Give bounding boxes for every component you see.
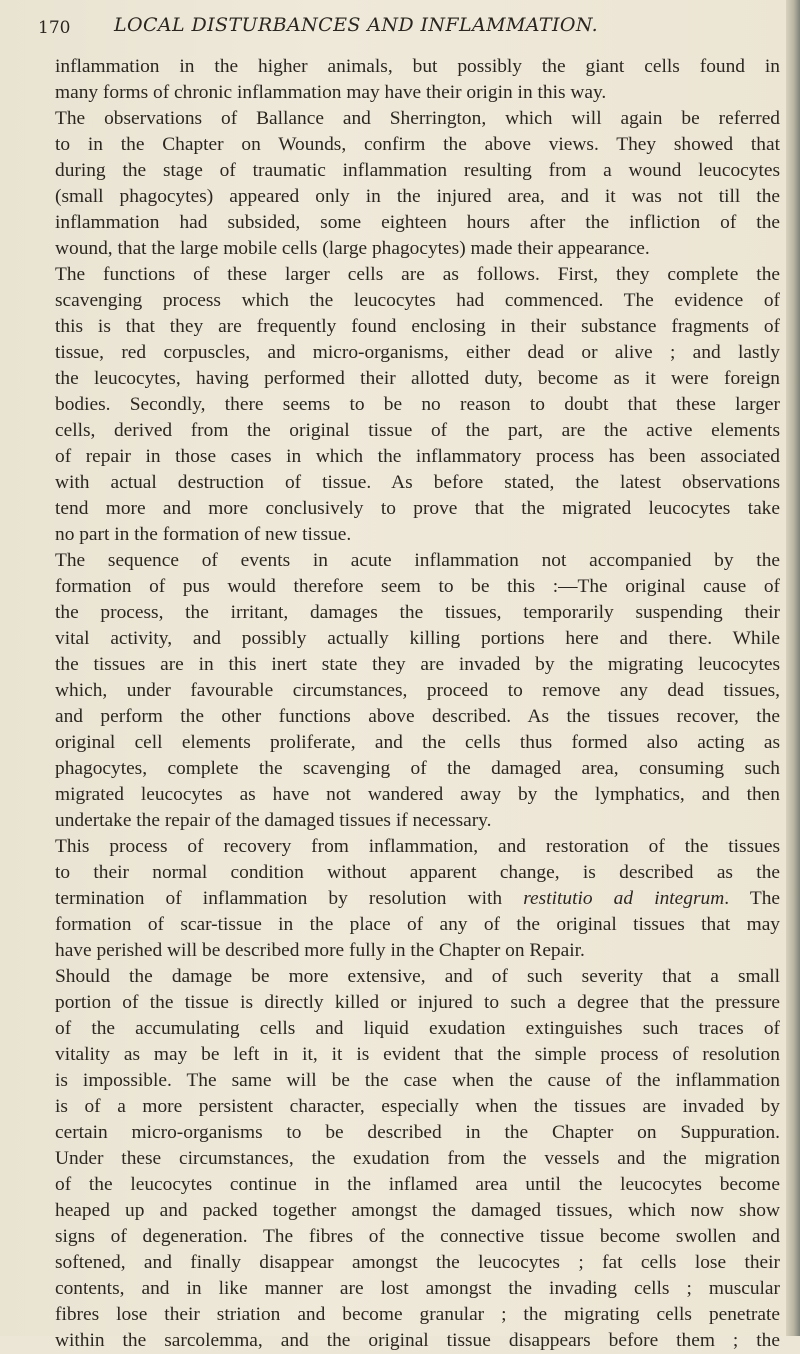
text-line: this is that they are frequently found enclosing in their substance fragments of [55,316,780,337]
text-line: heaped up and packed together amongst the damaged tissues, which now show [55,1200,780,1221]
text-line: the leucocytes, having performed their allotted duty, become as it were foreign [55,368,780,389]
text-line: to in the Chapter on Wounds, confirm the above views. They showed that [55,134,780,155]
text-line: The observations of Ballance and Sherrington, which will again be referred [55,108,780,129]
text-line: The functions of these larger cells are as follows. First, they complete the [55,264,780,285]
text-line: migrated leucocytes as have not wandered away by the lymphatics, and then [55,784,780,805]
text-line: softened, and finally disappear amongst the leucocytes ; fat cells lose their [55,1252,780,1273]
text-line: inflammation had subsided, some eighteen hours after the infliction of the [55,212,780,233]
text-line: within the sarcolemma, and the original tissue disappears before them ; the [55,1330,780,1351]
text-line: which, under favourable circumstances, proceed to remove any dead tissues, [55,680,780,701]
text-line: have perished will be described more fully in the Chapter on Repair. [55,940,585,961]
text-line: portion of the tissue is directly killed or injured to such a degree that the pressure [55,992,780,1013]
text-line: with actual destruction of tissue. As before stated, the latest observations [55,472,780,493]
text-line: of the accumulating cells and liquid exudation extinguishes such traces of [55,1018,780,1039]
text-line: contents, and in like manner are lost amongst the invading cells ; muscular [55,1278,780,1299]
text-line: is of a more persistent character, especially when the tissues are invaded by [55,1096,780,1117]
text-line: (small phagocytes) appeared only in the injured area, and it was not till the [55,186,780,207]
text-line: is impossible. The same will be the case when the cause of the inflammation [55,1070,780,1091]
text-line: Should the damage be more extensive, and of such severity that a small [55,966,780,987]
body-text [55,54,780,1354]
text-line: many forms of chronic inflammation may have their origin in this way. [55,82,607,103]
text-line: fibres lose their striation and become granular ; the migrating cells penetrate [55,1304,780,1325]
text-line: undertake the repair of the damaged tissues if necessary. [55,810,492,831]
page-edge-shadow [786,0,800,1336]
text-line: original cell elements proliferate, and the cells thus formed also acting as [55,732,780,753]
text-line: formation of scar-tissue in the place of any of the original tissues that may [55,914,780,935]
running-head: LOCAL DISTURBANCES AND INFLAMMATION. [114,14,599,36]
text-line: no part in the formation of new tissue. [55,524,352,545]
text-line: scavenging process which the leucocytes had commenced. The evidence of [55,290,780,311]
text-line: phagocytes, complete the scavenging of the damaged area, consuming such [55,758,780,779]
text-line: the process, the irritant, damages the tissues, temporarily suspending their [55,602,780,623]
latin-phrase: restitutio ad integrum [523,888,725,909]
text-line: termination of inflammation by resolution with restitutio ad integrum. The [55,888,780,909]
text-line: tissue, red corpuscles, and micro-organisms, either dead or alive ; and lastly [55,342,780,363]
text-line: wound, that the large mobile cells (large phagocytes) made their appearance. [55,238,650,259]
text-line: bodies. Secondly, there seems to be no reason to doubt that these larger [55,394,780,415]
text-line: vital activity, and possibly actually killing portions here and there. While [55,628,780,649]
page-number: 170 [38,18,71,38]
text-line: during the stage of traumatic inflammation resulting from a wound leucocytes [55,160,780,181]
text-line: of the leucocytes continue in the inflamed area until the leucocytes become [55,1174,780,1195]
text-line: the tissues are in this inert state they are invaded by the migrating leucocytes [55,654,780,675]
text-line: and perform the other functions above described. As the tissues recover, the [55,706,780,727]
text-line: cells, derived from the original tissue of the part, are the active elements [55,420,780,441]
text-line: of repair in those cases in which the inflammatory process has been associated [55,446,780,467]
text-line: The sequence of events in acute inflammation not accompanied by the [55,550,780,571]
text-line: Under these circumstances, the exudation from the vessels and the migration [55,1148,780,1169]
page-header [38,14,758,44]
text-line: inflammation in the higher animals, but possibly the giant cells found in [55,56,780,77]
text-line: to their normal condition without apparent change, is described as the [55,862,780,883]
text-line: vitality as may be left in it, it is evident that the simple process of resolution [55,1044,780,1065]
text-line: certain micro-organisms to be described in the Chapter on Suppuration. [55,1122,780,1143]
text-line: formation of pus would therefore seem to be this :—The original cause of [55,576,780,597]
text-line: This process of recovery from inflammation, and restoration of the tissues [55,836,780,857]
text-line: signs of degeneration. The fibres of the connective tissue become swollen and [55,1226,780,1247]
text-line: tend more and more conclusively to prove that the migrated leucocytes take [55,498,780,519]
